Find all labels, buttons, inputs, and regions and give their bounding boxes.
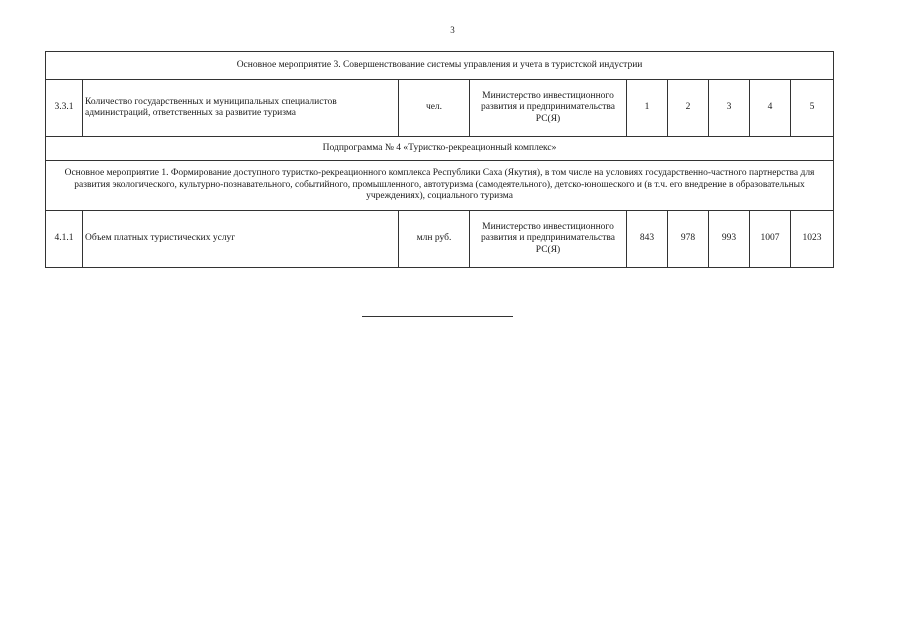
table-row-3-3-1 xyxy=(46,80,834,137)
section-3-header-row xyxy=(46,52,834,80)
value-year-2: 2 xyxy=(668,80,709,137)
subprogram-4-header-row xyxy=(46,137,834,161)
unit-of-measure: чел. xyxy=(399,80,470,137)
value-year-4: 4 xyxy=(750,80,791,137)
section-4-1-title: Основное мероприятие 1. Формирование доступного туристко-рекреационного комплекса Республики Саха (Якутия), в том числе на условиях государственно-частного партнерства для развития экологического, культурно-познавательного, событийного, промышленного, автотуризма (самодеятельного), детско-юношеского и (в т.ч. его внедрение в образовательных учреждениях), социального туризма xyxy=(46,161,834,211)
row-number: 4.1.1 xyxy=(46,211,83,268)
value-year-4: 1007 xyxy=(750,211,791,268)
responsible-executor: Министерство инвестиционного развития и предпринимательства РС(Я) xyxy=(470,211,627,268)
value-year-5: 5 xyxy=(791,80,834,137)
section-3-title: Основное мероприятие 3. Совершенствование системы управления и учета в туристской индустрии xyxy=(46,52,834,80)
indicator-name: Объем платных туристических услуг xyxy=(83,211,399,268)
value-year-2: 978 xyxy=(668,211,709,268)
section-4-1-header-row xyxy=(46,161,834,211)
value-year-1: 843 xyxy=(627,211,668,268)
row-number: 3.3.1 xyxy=(46,80,83,137)
table-row-4-1-1 xyxy=(46,211,834,268)
page-number: 3 xyxy=(450,25,455,35)
value-year-3: 3 xyxy=(709,80,750,137)
value-year-5: 1023 xyxy=(791,211,834,268)
subprogram-4-title: Подпрограмма № 4 «Туристко-рекреационный комплекс» xyxy=(46,137,834,161)
responsible-executor: Министерство инвестиционного развития и предпринимательства РС(Я) xyxy=(470,80,627,137)
indicators-table xyxy=(45,51,834,268)
value-year-1: 1 xyxy=(627,80,668,137)
value-year-3: 993 xyxy=(709,211,750,268)
indicator-name: Количество государственных и муниципальных специалистов администраций, ответственных за развитие туризма xyxy=(83,80,399,137)
end-of-document-rule xyxy=(362,316,513,317)
unit-of-measure: млн руб. xyxy=(399,211,470,268)
